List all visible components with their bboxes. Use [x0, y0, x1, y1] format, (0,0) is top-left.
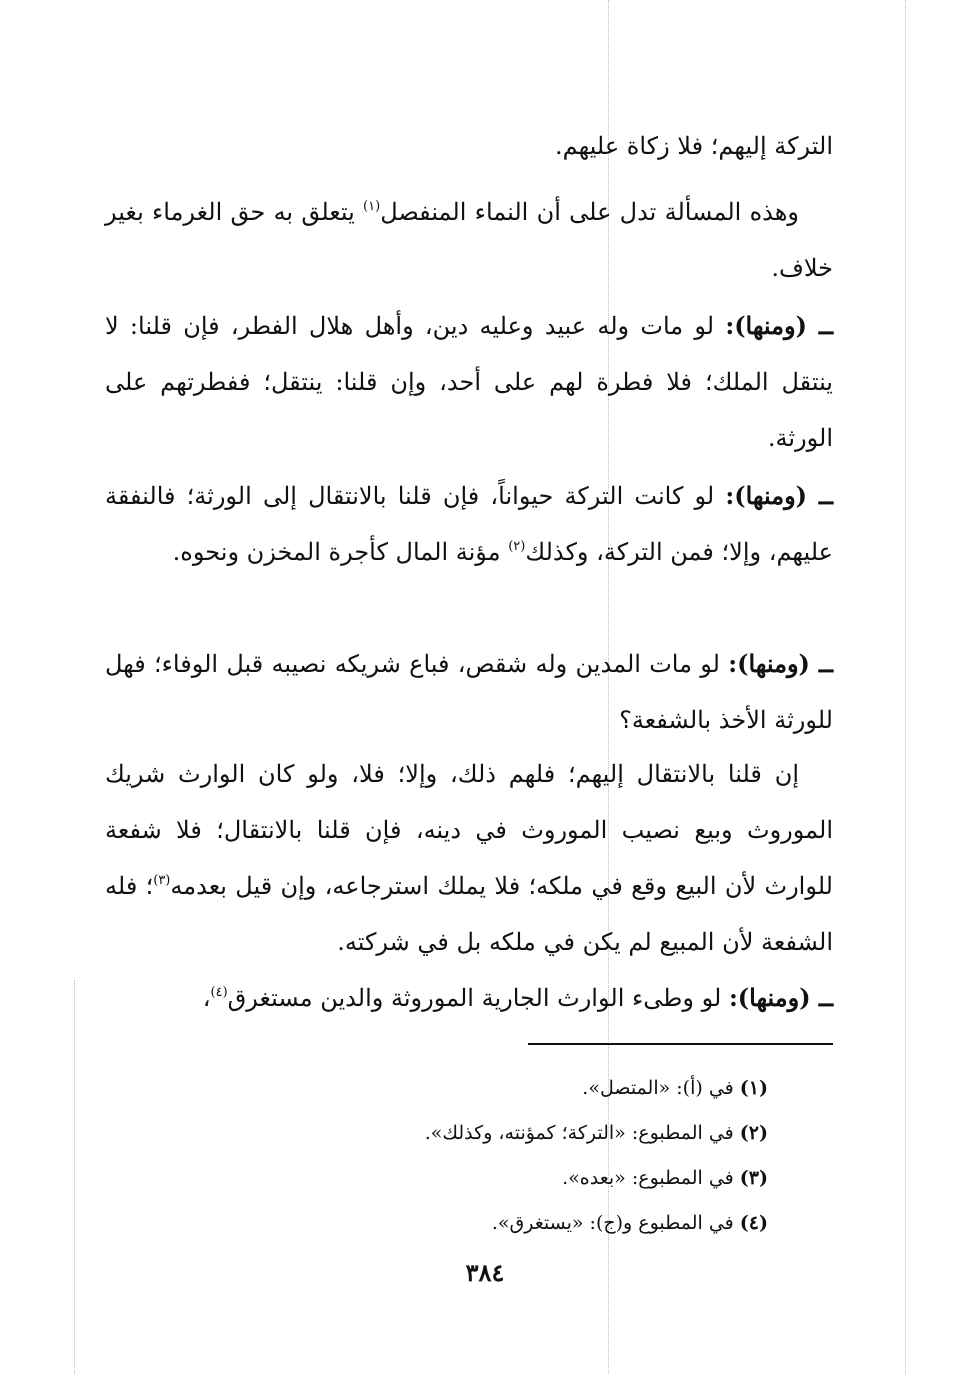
paragraph-3: [105, 298, 833, 466]
paragraph-5: [105, 636, 833, 748]
footnote-item: [168, 1201, 768, 1246]
section-lead: ــ (ومنها):: [728, 649, 833, 678]
section-lead: ــ (ومنها):: [725, 481, 833, 510]
footnote-item: [168, 1156, 768, 1201]
paragraph-6: [105, 746, 833, 970]
footnote-ref: (٢): [508, 539, 526, 554]
footnote-number: (٤): [739, 1212, 768, 1234]
paragraph-text: يتعلق به حق الغرماء بغير خلاف.: [105, 198, 833, 282]
footnote-number: (١): [739, 1077, 768, 1099]
footnote-text: في المطبوع: «التركة؛ كمؤنته، وكذلك».: [424, 1122, 740, 1144]
footnotes-list: [168, 1066, 768, 1246]
paragraph-text: إن قلنا بالانتقال إليهم؛ فلهم ذلك، وإلا؛ فلا، ولو كان الوارث شريك الموروث وبيع نصيب الموروث في دينه، فإن قلنا بالانتقال؛ فلا شفعة للوارث لأن البيع وقع في ملكه؛ فلا يملك استرجاعه، وإن قيل بعدمه: [105, 760, 833, 900]
footnote-separator: [528, 1043, 833, 1045]
paragraph-text: ؛ فله الشفعة لأن المبيع لم يكن في ملكه بل في شركته.: [105, 872, 833, 956]
footnote-text: في (أ): «المتصل».: [582, 1077, 740, 1099]
footnote-number: (٢): [739, 1122, 768, 1144]
page-number: ٣٨٤: [465, 1258, 505, 1287]
footnote-ref: (٤): [210, 985, 228, 1000]
footnote-number: (٣): [739, 1167, 768, 1189]
paragraph-text: ،: [202, 984, 211, 1012]
paragraph-1: [105, 118, 833, 174]
scan-artifact-line: [905, 0, 906, 1374]
section-lead: ــ (ومنها):: [725, 311, 833, 340]
paragraph-text: لو مات المدين وله شقص، فباع شريكه نصيبه قبل الوفاء؛ فهل للورثة الأخذ بالشفعة؟: [105, 650, 833, 734]
section-lead: ــ (ومنها):: [728, 983, 833, 1012]
paragraph-text: وهذه المسألة تدل على أن النماء المنفصل: [380, 198, 799, 226]
footnote-item: [168, 1066, 768, 1111]
paragraph-7: [105, 970, 833, 1026]
paragraph-4: [105, 468, 833, 580]
scan-artifact-line: [74, 980, 75, 1374]
paragraph-text: لو وطىء الوارث الجارية الموروثة والدين مستغرق: [227, 984, 729, 1012]
footnote-text: في المطبوع: «بعده».: [562, 1167, 740, 1189]
footnote-text: في المطبوع و(ج): «يستغرق».: [491, 1212, 740, 1234]
paragraph-2: [105, 184, 833, 296]
paragraph-text: لو كانت التركة حيواناً، فإن قلنا بالانتقال إلى الورثة؛ فالنفقة عليهم، وإلا؛ فمن التركة، وكذلك: [105, 482, 833, 566]
paragraph-text: لو مات وله عبيد وعليه دين، وأهل هلال الفطر، فإن قلنا: لا ينتقل الملك؛ فلا فطرة لهم على أحد، وإن قلنا: ينتقل؛ ففطرتهم على الورثة.: [105, 312, 833, 452]
paragraph-text: التركة إليهم؛ فلا زكاة عليهم.: [554, 132, 833, 160]
paragraph-text: مؤنة المال كأجرة المخزن ونحوه.: [172, 538, 509, 566]
footnote-ref: (٣): [153, 873, 171, 888]
footnote-ref: (١): [363, 199, 381, 214]
footnote-item: [168, 1111, 768, 1156]
